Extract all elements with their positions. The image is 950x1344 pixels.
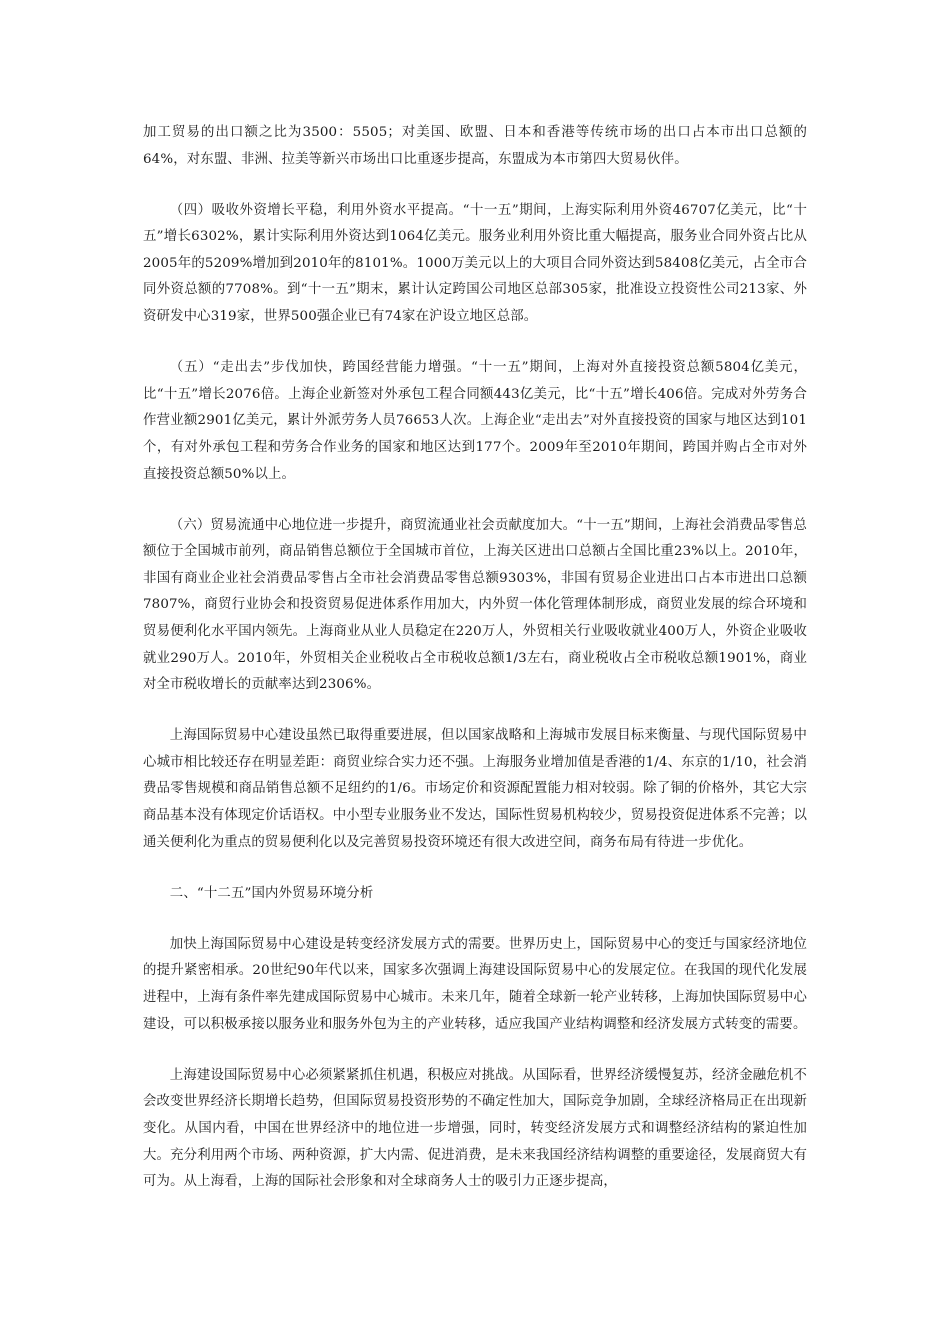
paragraph-transformation: 加快上海国际贸易中心建设是转变经济发展方式的需要。世界历史上，国际贸易中心的变迁与国家经济地位的提升紧密相承。20世纪90年代以来，国家多次强调上海建设国际贸易中心的发展定位。在我国的现代化发展进程中，上海有条件率先建成国际贸易中心城市。未来几年，随着全球新一轮产业转移，上海加快国际贸易中心建设，可以积极承接以服务业和服务外包为主的产业转移，适应我国产业结构调整和经济发展方式转变的需要。 bbox=[143, 936, 807, 1032]
paragraph-going-global: （五）“走出去”步伐加快，跨国经营能力增强。“十一五”期间，上海对外直接投资总额5804亿美元，比“十五”增长2076倍。上海企业新签对外承包工程合同额443亿美元，比“十五”增长406倍。完成对外劳务合作营业额2901亿美元，累计外派劳务人员76653人次。上海企业“走出去”对外直接投资的国家与地区达到101个，有对外承包工程和劳务合作业务的国家和地区达到177个。2009年至2010年期间，跨国并购占全市对外直接投资总额50%以上。 bbox=[143, 360, 807, 482]
paragraph-gaps: 上海国际贸易中心建设虽然已取得重要进展，但以国家战略和上海城市发展目标来衡量、与现代国际贸易中心城市相比较还存在明显差距：商贸业综合实力还不强。上海服务业增加值是香港的1/4、东京的1/10，社会消费品零售规模和商品销售总额不足纽约的1/6。市场定价和资源配置能力相对较弱。除了铜的价格外，其它大宗商品基本没有体现定价话语权。中小型专业服务业不发达，国际性贸易机构较少，贸易投资促进体系不完善；以通关便利化为重点的贸易便利化以及完善贸易投资环境还有很大改进空间，商务布局有待进一步优化。 bbox=[143, 728, 807, 850]
paragraph-foreign-investment: （四）吸收外资增长平稳，利用外资水平提高。“十一五”期间，上海实际利用外资46707亿美元，比“十五”增长6302%，累计实际利用外资达到1064亿美元。服务业利用外资比重大幅提高，服务业合同外资占比从2005年的5209%增加到2010年的8101%。1000万美元以上的大项目合同外资达到58408亿美元，占全市合同外资总额的7708%。到“十一五”期末，累计认定跨国公司地区总部305家，批准设立投资性公司213家、外资研发中心319家，世界500强企业已有74家在沪设立地区总部。 bbox=[143, 202, 807, 325]
document-page bbox=[143, 120, 807, 1220]
paragraph-trade-circulation: （六）贸易流通中心地位进一步提升，商贸流通业社会贡献度加大。“十一五”期间，上海社会消费品零售总额位于全国城市前列，商品销售总额位于全国城市首位，上海关区进出口总额占全国比重23%以上。2010年，非国有商业企业社会消费品零售占全市社会消费品零售总额9303%，非国有贸易企业进出口占本市进出口总额7807%，商贸行业协会和投资贸易促进体系作用加大，内外贸一体化管理体制形成，商贸业发展的综合环境和贸易便利化水平国内领先。上海商业从业人员稳定在220万人，外贸相关行业吸收就业400万人，外资企业吸收就业290万人。2010年，外贸相关企业税收占全市税收总额1/3左右，商业税收占全市税收总额1901%，商业对全市税收增长的贡献率达到2306%。 bbox=[143, 517, 807, 693]
section-heading: 二、“十二五”国内外贸易环境分析 bbox=[169, 885, 374, 901]
paragraph-opportunities: 上海建设国际贸易中心必须紧紧抓住机遇，积极应对挑战。从国际看，世界经济缓慢复苏，经济金融危机不会改变世界经济长期增长趋势，但国际贸易投资形势的不确定性加大，国际竞争加剧，全球经济格局正在出现新变化。从国内看，中国在世界经济中的地位进一步增强，同时，转变经济发展方式和调整经济结构的紧迫性加大。充分利用两个市场、两种资源，扩大内需、促进消费，是未来我国经济结构调整的重要途径，发展商贸大有可为。从上海看，上海的国际社会形象和对全球商务人士的吸引力正逐步提高， bbox=[143, 1067, 807, 1190]
paragraph-continuation: 加工贸易的出口额之比为3500：5505；对美国、欧盟、日本和香港等传统市场的出口占本市出口总额的64%，对东盟、非洲、拉美等新兴市场出口比重逐步提高，东盟成为本市第四大贸易伙伴。 bbox=[143, 125, 807, 167]
